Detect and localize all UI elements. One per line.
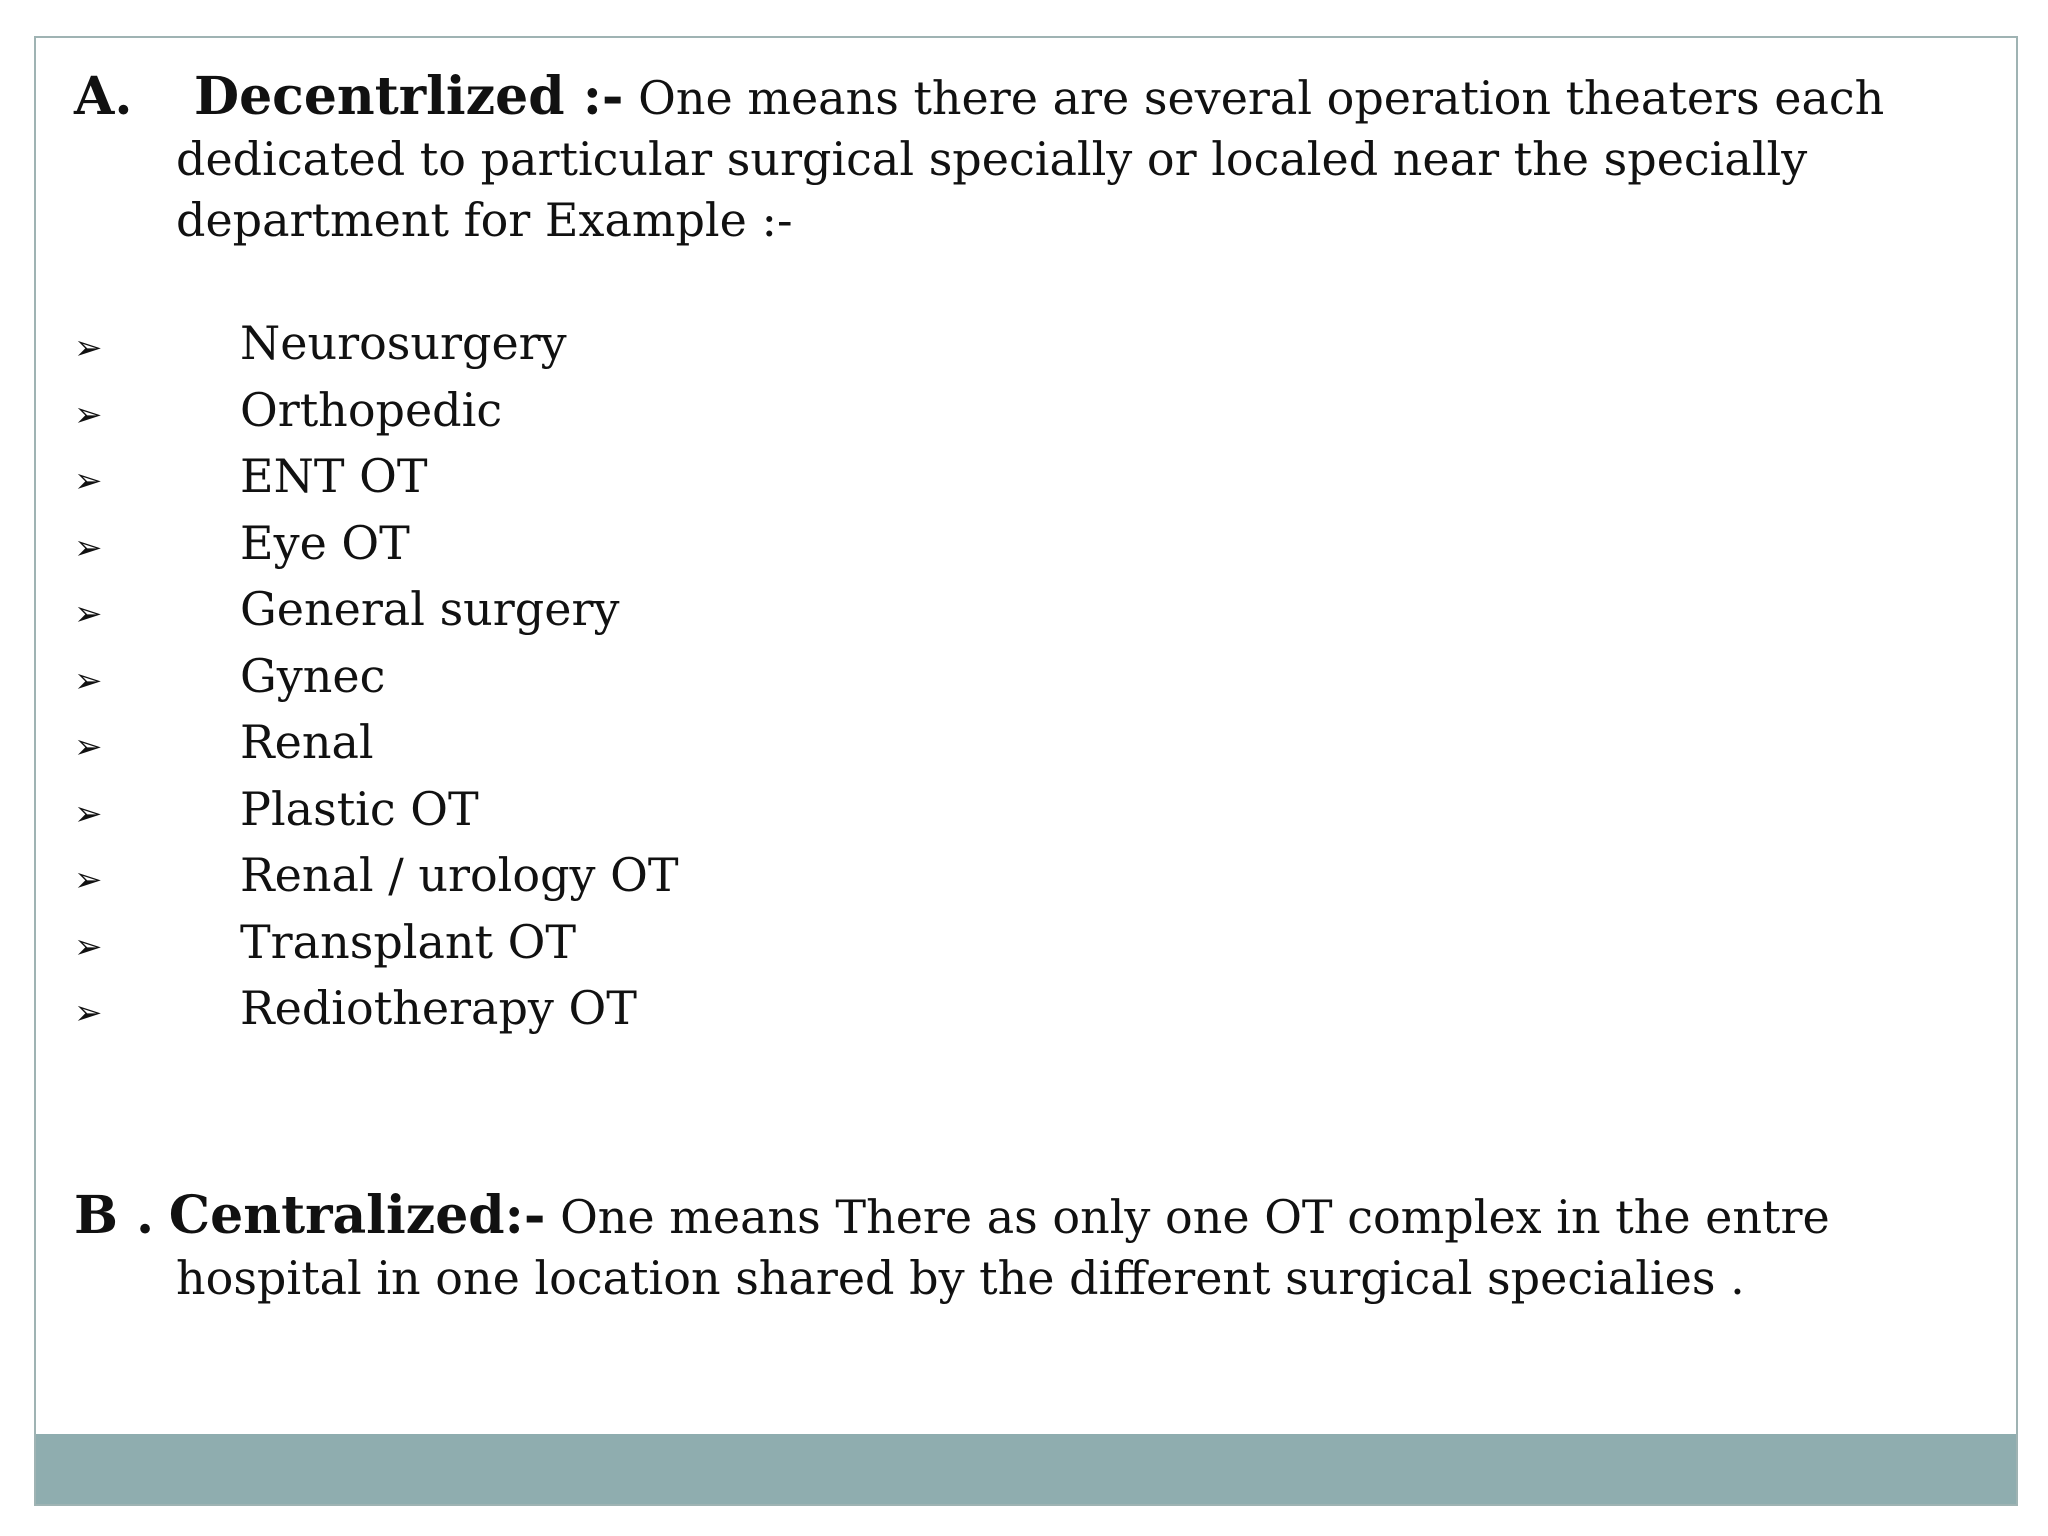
list-item [74, 446, 1996, 513]
section-b-text: One means There as only one OT complex in the entre hospital in one location shared by the different surgical specialies . [176, 1189, 1830, 1305]
list-item-label: Eye OT [240, 515, 410, 570]
list-item-label: Transplant OT [240, 914, 577, 969]
list-item [74, 646, 1996, 713]
list-item-label: General surgery [240, 582, 620, 636]
list-item-label: Gynec [240, 648, 386, 703]
arrow-bullet-icon: ➢ [74, 594, 103, 634]
section-a-marker: A. [74, 66, 133, 127]
section-a-text: One means there are several operation theaters each dedicated to particular surgical specially or localed near the specially department for Example :- [176, 71, 1885, 247]
arrow-bullet-icon: ➢ [74, 527, 103, 568]
arrow-bullet-icon: ➢ [74, 993, 103, 1033]
section-b-marker: B . [74, 1184, 155, 1246]
arrow-bullet-icon: ➢ [74, 394, 103, 435]
slide [34, 36, 2018, 1506]
footer-bar [36, 1434, 2016, 1504]
list-item [74, 513, 1996, 580]
list-item-label: ENT OT [240, 449, 428, 503]
section-a-paragraph [74, 66, 1996, 251]
specialty-list [74, 313, 1996, 1045]
arrow-bullet-icon: ➢ [74, 660, 103, 701]
list-item [74, 912, 1996, 979]
list-item [74, 313, 1996, 380]
list-item [74, 779, 1996, 846]
section-a-heading: Decentrlized :- [194, 66, 624, 127]
arrow-bullet-icon: ➢ [74, 328, 103, 368]
list-item [74, 579, 1996, 646]
section-b-heading: Centralized:- [168, 1184, 546, 1246]
list-item-label: Neurosurgery [240, 316, 567, 370]
arrow-bullet-icon: ➢ [74, 926, 103, 967]
slide-content [74, 66, 1996, 1309]
list-item-label: Renal / urology OT [240, 848, 679, 902]
arrow-bullet-icon: ➢ [74, 793, 103, 834]
list-item-label: Plastic OT [240, 781, 479, 836]
list-item [74, 978, 1996, 1045]
list-item [74, 845, 1996, 912]
list-item [74, 380, 1996, 447]
arrow-bullet-icon: ➢ [74, 727, 103, 767]
section-b-paragraph [74, 1185, 1996, 1309]
list-item-label: Orthopedic [240, 382, 503, 437]
list-item [74, 712, 1996, 779]
list-item-label: Rediotherapy OT [240, 981, 637, 1035]
arrow-bullet-icon: ➢ [74, 860, 103, 900]
list-item-label: Renal [240, 715, 374, 769]
arrow-bullet-icon: ➢ [74, 461, 103, 501]
